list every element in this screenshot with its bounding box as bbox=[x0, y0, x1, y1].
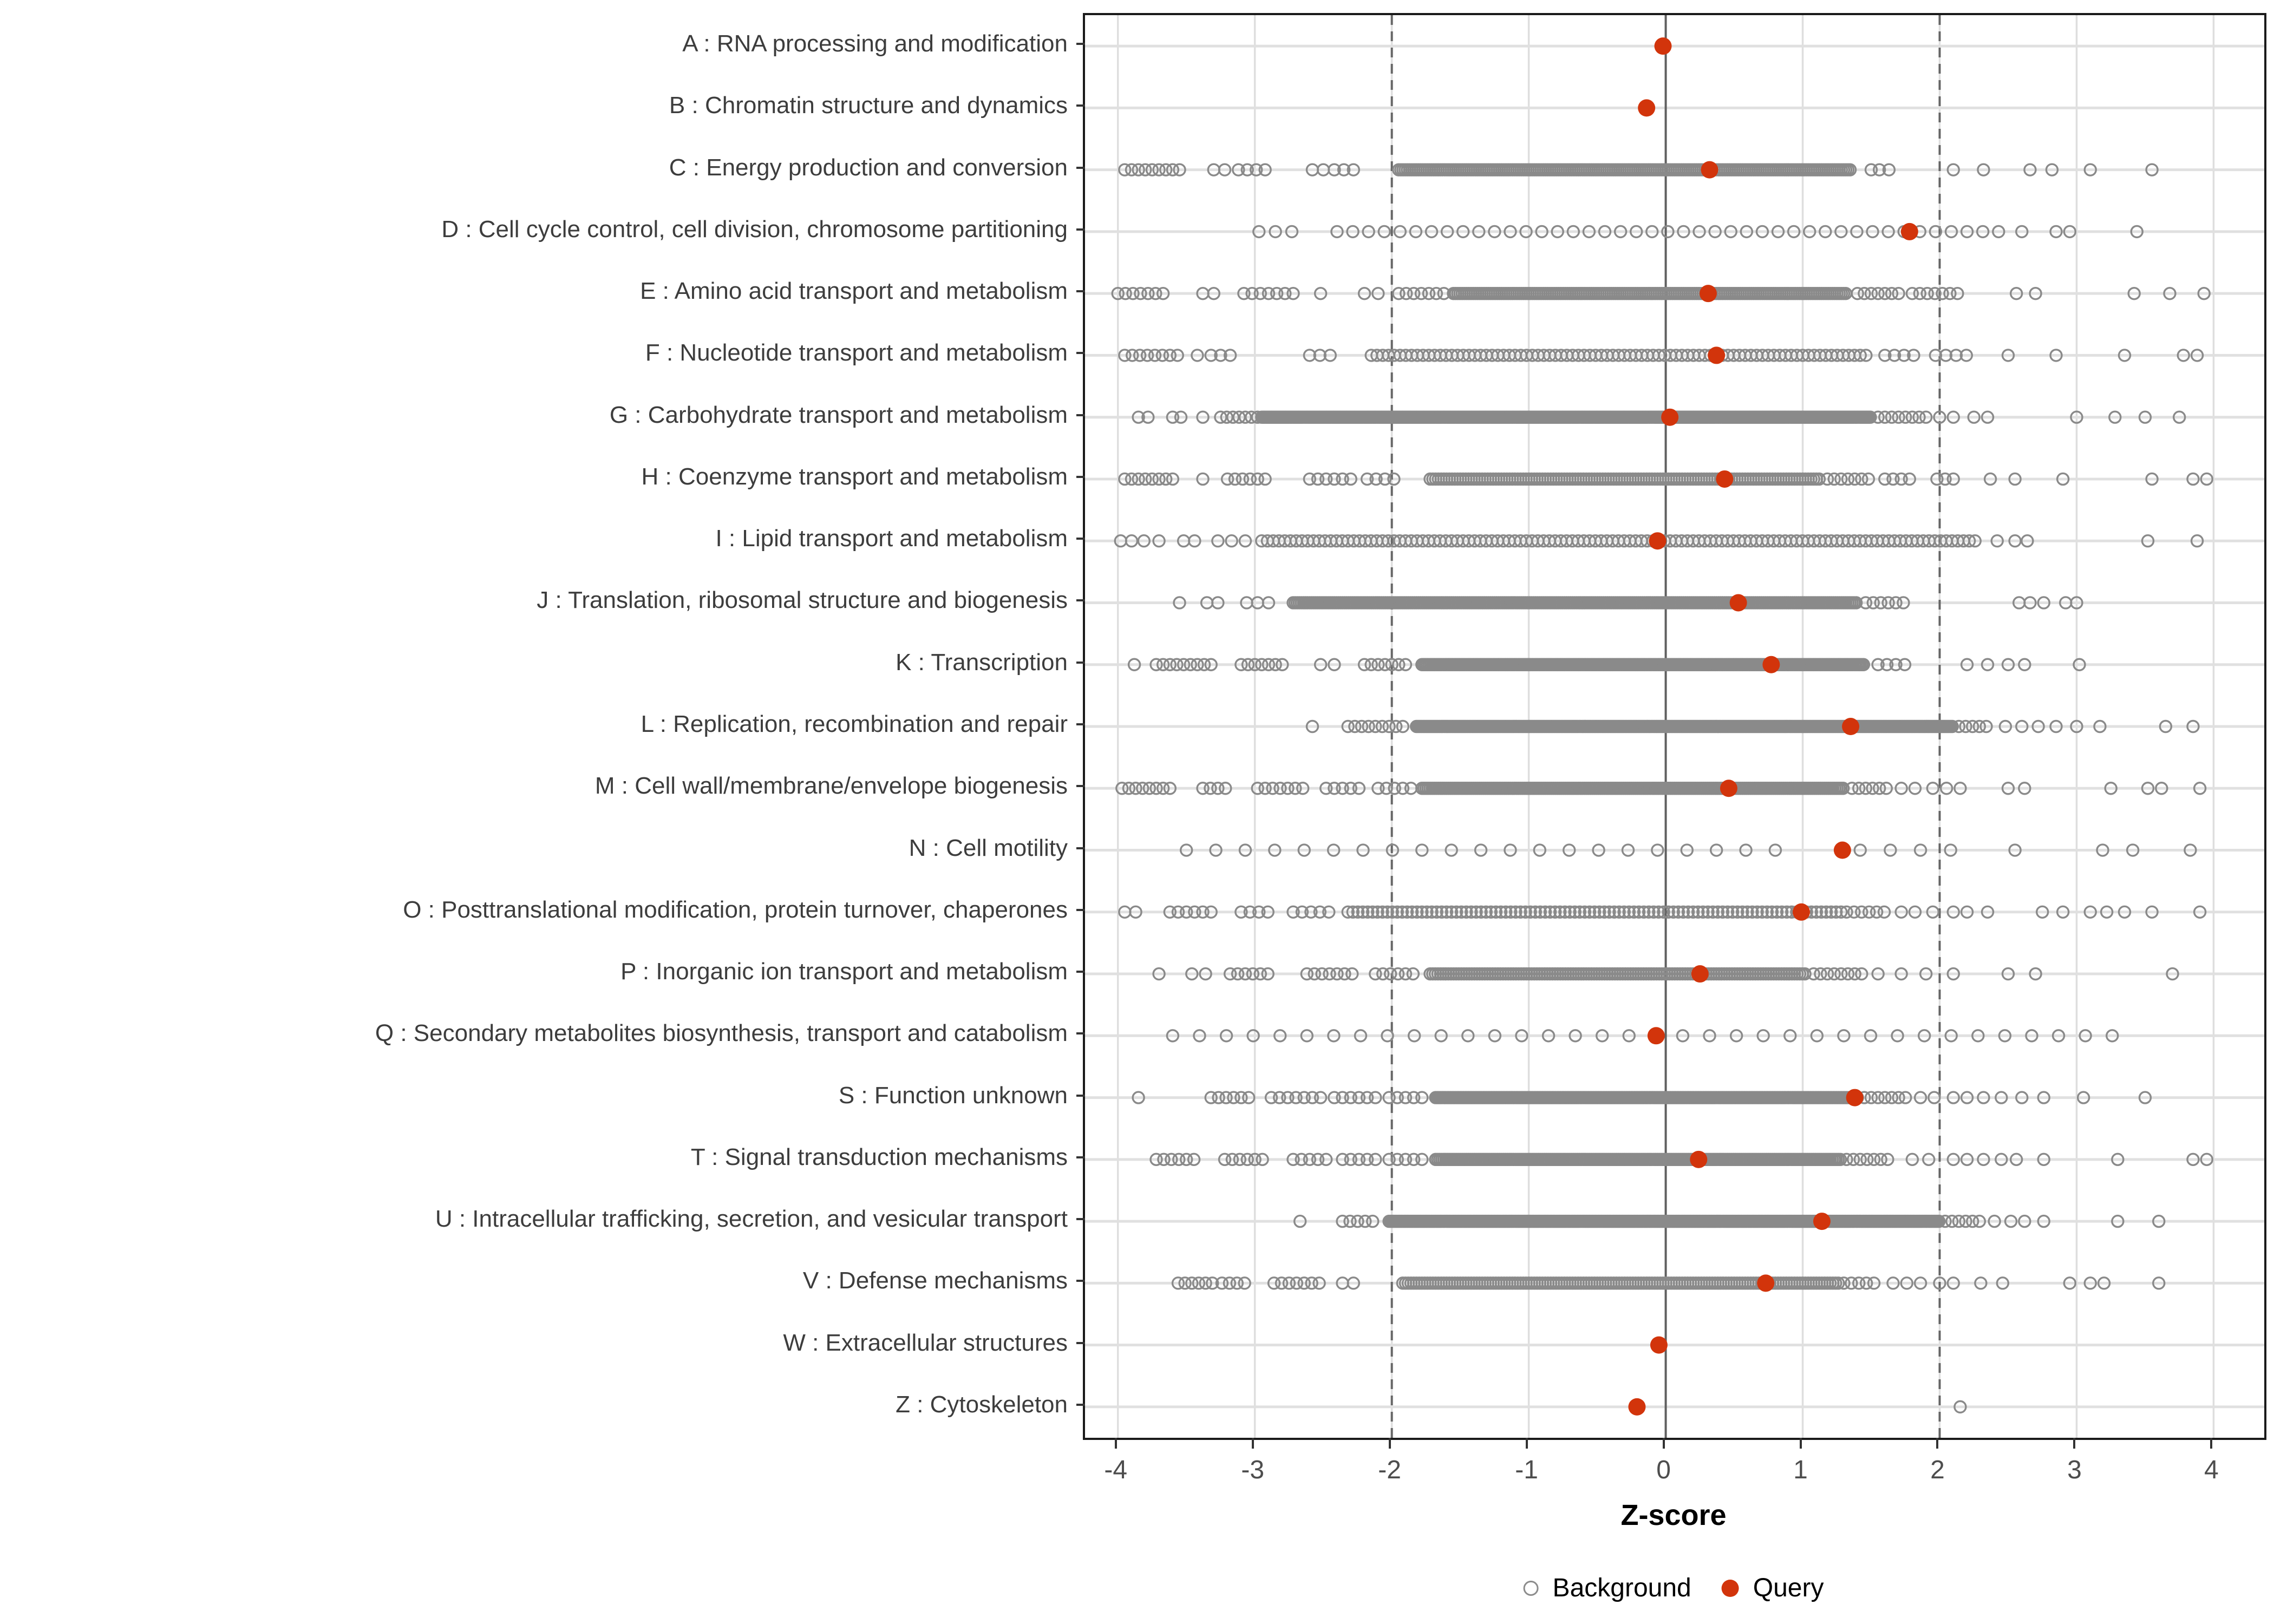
y-axis-tick bbox=[1076, 290, 1085, 292]
y-axis-tick bbox=[1076, 723, 1085, 725]
y-axis-tick bbox=[1076, 104, 1085, 107]
y-axis-tick bbox=[1076, 352, 1085, 354]
y-axis-tick bbox=[1076, 1404, 1085, 1406]
background-legend-label: Background bbox=[1552, 1574, 1691, 1602]
background-legend-marker-icon bbox=[1524, 1581, 1539, 1596]
y-axis-tick bbox=[1076, 167, 1085, 169]
y-axis-tick bbox=[1076, 785, 1085, 787]
plot-panel bbox=[1083, 13, 2266, 1440]
y-axis-tick bbox=[1076, 662, 1085, 664]
category-label-H: H : Coenzyme transport and metabolism bbox=[641, 463, 1068, 490]
x-axis-tick bbox=[1526, 1438, 1528, 1449]
y-axis-tick bbox=[1076, 1218, 1085, 1220]
category-label-N: N : Cell motility bbox=[909, 834, 1068, 861]
query-point bbox=[1628, 1398, 1645, 1416]
y-axis-tick bbox=[1076, 43, 1085, 45]
x-axis-tick-label: 3 bbox=[2067, 1456, 2082, 1484]
category-label-E: E : Amino acid transport and metabolism bbox=[640, 278, 1068, 305]
category-label-I: I : Lipid transport and metabolism bbox=[715, 525, 1068, 552]
query-point bbox=[1813, 1213, 1831, 1230]
category-label-Z: Z : Cytoskeleton bbox=[896, 1391, 1068, 1418]
legend bbox=[1524, 1573, 1824, 1603]
category-label-B: B : Chromatin structure and dynamics bbox=[669, 92, 1068, 119]
query-point bbox=[1700, 285, 1717, 302]
category-label-V: V : Defense mechanisms bbox=[802, 1267, 1068, 1294]
category-label-M: M : Cell wall/membrane/envelope biogenesis bbox=[594, 772, 1068, 800]
y-axis-tick bbox=[1076, 538, 1085, 540]
x-axis-tick-label: 1 bbox=[1793, 1456, 1808, 1484]
y-axis-tick bbox=[1076, 228, 1085, 231]
x-axis-tick bbox=[1936, 1438, 1938, 1449]
query-point bbox=[1638, 99, 1655, 116]
x-axis-tick-label: -2 bbox=[1378, 1456, 1401, 1484]
x-axis-tick-label: -1 bbox=[1515, 1456, 1538, 1484]
y-axis-tick bbox=[1076, 971, 1085, 973]
query-point bbox=[1846, 1089, 1864, 1106]
category-label-S: S : Function unknown bbox=[838, 1082, 1068, 1109]
category-label-F: F : Nucleotide transport and metabolism bbox=[645, 339, 1068, 366]
query-point bbox=[1720, 780, 1737, 797]
query-legend-marker-icon bbox=[1722, 1580, 1739, 1597]
query-point bbox=[1691, 965, 1709, 983]
query-legend-label: Query bbox=[1753, 1574, 1824, 1602]
query-point bbox=[1661, 409, 1678, 426]
category-label-U: U : Intracellular trafficking, secretion, and vesicular transport bbox=[435, 1206, 1068, 1233]
query-point bbox=[1716, 470, 1733, 488]
x-axis-tick bbox=[2210, 1438, 2212, 1449]
x-axis-tick-label: -4 bbox=[1104, 1456, 1128, 1484]
x-axis-tick bbox=[1389, 1438, 1391, 1449]
query-point bbox=[1901, 223, 1918, 240]
query-point bbox=[1654, 37, 1671, 55]
y-axis-tick bbox=[1076, 1280, 1085, 1282]
x-axis-tick bbox=[1663, 1438, 1665, 1449]
y-axis-tick bbox=[1076, 1095, 1085, 1097]
category-label-A: A : RNA processing and modification bbox=[682, 30, 1068, 57]
y-axis-tick bbox=[1076, 599, 1085, 601]
x-axis-tick-label: 2 bbox=[1930, 1456, 1945, 1484]
x-axis-tick-label: 0 bbox=[1656, 1456, 1671, 1484]
y-axis-tick bbox=[1076, 1342, 1085, 1344]
x-axis-tick bbox=[2073, 1438, 2075, 1449]
category-label-J: J : Translation, ribosomal structure and biogenesis bbox=[537, 587, 1068, 614]
query-point bbox=[1690, 1151, 1707, 1168]
query-point bbox=[1757, 1274, 1774, 1292]
category-label-G: G : Carbohydrate transport and metabolism bbox=[609, 401, 1068, 428]
category-label-C: C : Energy production and conversion bbox=[669, 154, 1068, 181]
category-label-D: D : Cell cycle control, cell division, chromosome partitioning bbox=[441, 215, 1068, 243]
category-label-L: L : Replication, recombination and repair bbox=[641, 711, 1068, 737]
query-point bbox=[1730, 594, 1747, 611]
y-axis-tick bbox=[1076, 414, 1085, 416]
y-axis-tick bbox=[1076, 1032, 1085, 1034]
query-point bbox=[1701, 161, 1718, 179]
query-point bbox=[1842, 718, 1859, 735]
y-axis-tick bbox=[1076, 476, 1085, 478]
query-point bbox=[1834, 842, 1851, 859]
category-label-W: W : Extracellular structures bbox=[783, 1329, 1068, 1356]
query-point bbox=[1650, 1337, 1668, 1354]
query-point bbox=[1648, 1027, 1665, 1044]
query-point bbox=[1708, 346, 1725, 364]
x-axis-tick-label: 4 bbox=[2204, 1456, 2219, 1484]
category-label-O: O : Posttranslational modification, protein turnover, chaperones bbox=[403, 896, 1068, 923]
category-label-K: K : Transcription bbox=[896, 649, 1068, 676]
y-axis-tick bbox=[1076, 1156, 1085, 1158]
query-point bbox=[1793, 903, 1810, 921]
x-axis-tick bbox=[1115, 1438, 1117, 1449]
x-axis-tick bbox=[1252, 1438, 1254, 1449]
y-axis-tick bbox=[1076, 847, 1085, 849]
y-axis-tick bbox=[1076, 909, 1085, 911]
query-point bbox=[1649, 532, 1666, 549]
category-label-T: T : Signal transduction mechanisms bbox=[690, 1143, 1068, 1170]
x-axis-tick-label: -3 bbox=[1241, 1456, 1265, 1484]
x-axis-title: Z-score bbox=[1620, 1499, 1727, 1531]
category-label-P: P : Inorganic ion transport and metabolism bbox=[620, 958, 1068, 985]
query-point bbox=[1762, 656, 1780, 673]
category-label-Q: Q : Secondary metabolites biosynthesis, transport and catabolism bbox=[375, 1020, 1068, 1047]
x-axis-tick bbox=[1800, 1438, 1802, 1449]
